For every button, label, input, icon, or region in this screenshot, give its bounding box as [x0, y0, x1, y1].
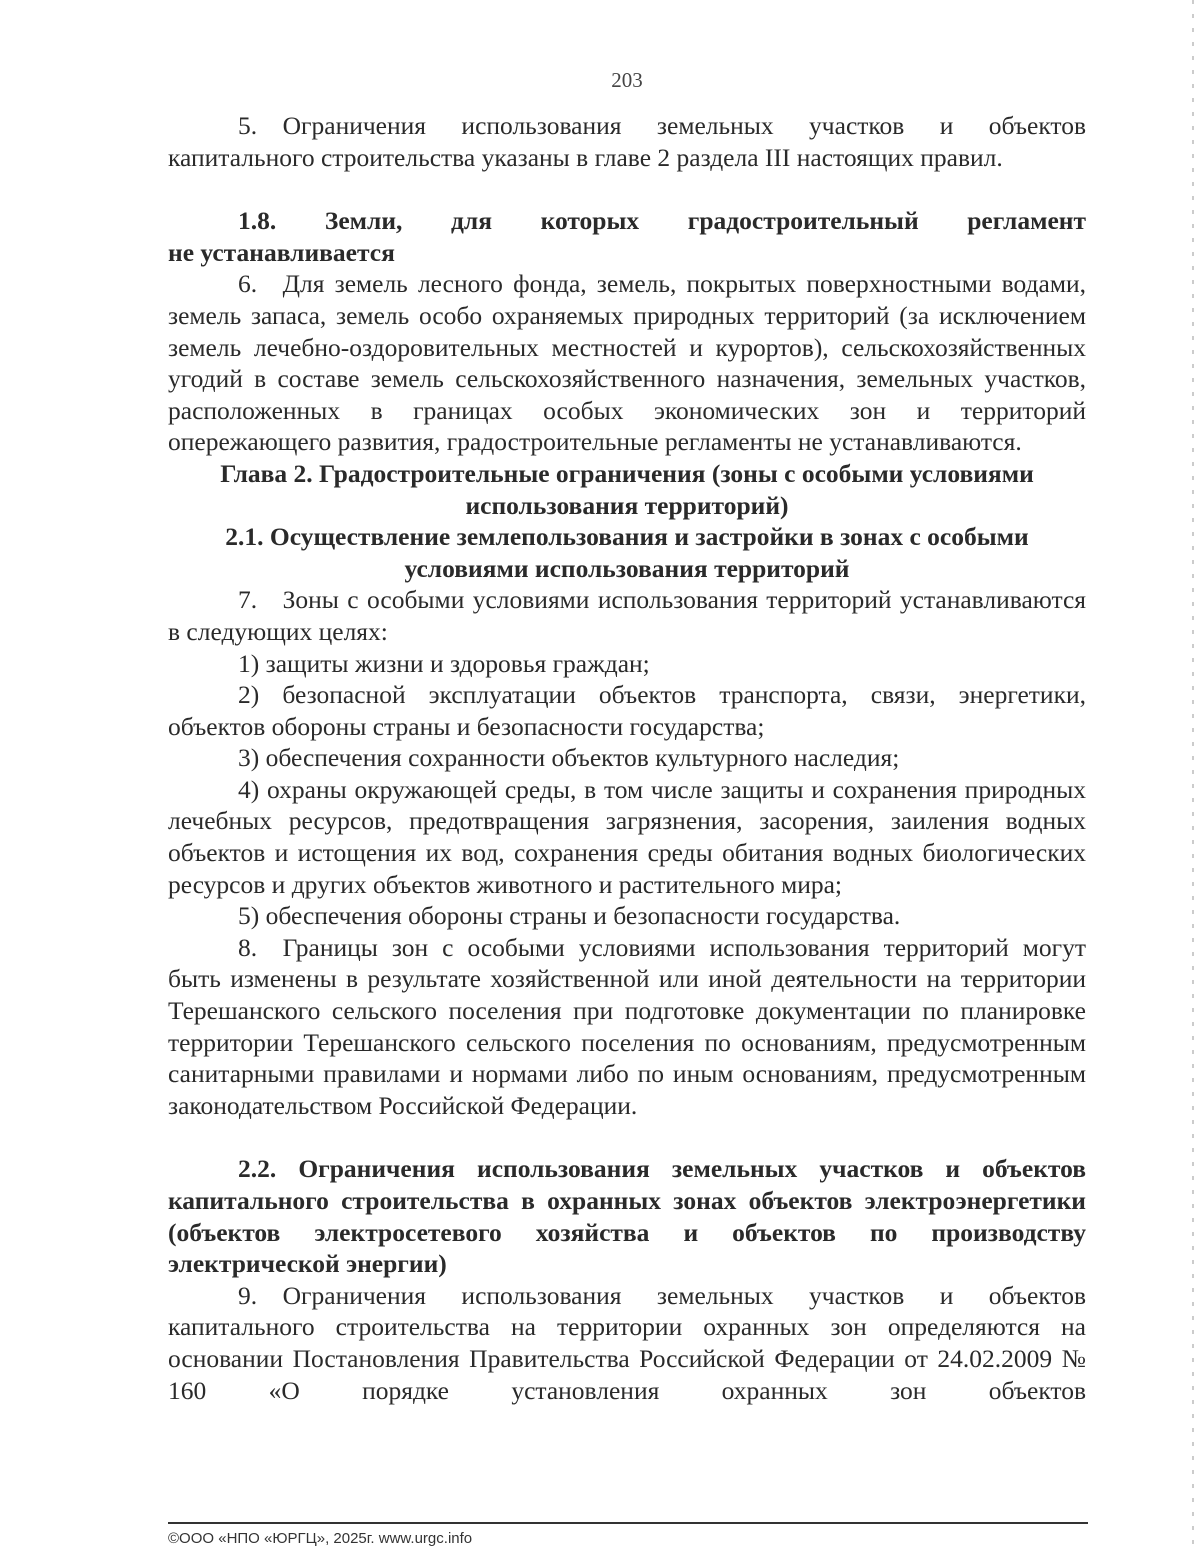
- document-body: [168, 110, 1086, 1406]
- list-item-3: 3) обеспечения сохранности объектов культурного наследия;: [238, 743, 900, 773]
- spacer: [168, 1121, 1086, 1153]
- footer-copyright: ©ООО «НПО «ЮРГЦ», 2025г. www.urgc.info: [168, 1530, 473, 1547]
- paragraph-5: 5. Ограничения использования земельных участков и объектов капитального строительства указаны в главе 2 раздела III настоящих правил.: [168, 111, 1086, 172]
- section-2-1-heading-line-1: 2.1. Осуществление землепользования и застройки в зонах с особыми: [225, 522, 1029, 552]
- chapter-2-heading-line-2: использования территорий): [465, 490, 789, 520]
- section-1-8-heading-line-2: не устанавливается: [168, 237, 395, 267]
- section-2-1-heading-line-2: условиями использования территорий: [404, 553, 850, 583]
- page-number: 203: [611, 68, 643, 92]
- paragraph-9: 9. Ограничения использования земельных участков и объектов капитального строительства на территории охранных зон определяются на основании Постановления Правительства Российской Федерации от 24.02.2009 № 160 «О порядке установления охранных зон объектов: [168, 1280, 1086, 1405]
- list-item-2: 2) безопасной эксплуатации объектов транспорта, связи, энергетики, объектов обороны страны и безопасности государства;: [168, 680, 1086, 741]
- list-item-4: 4) охраны окружающей среды, в том числе защиты и сохранения природных лечебных ресурсов, предотвращения загрязнения, засорения, заиления водных объектов и истощения их вод, сохранения среды обитания водных биологических ресурсов и других объектов животного и растительного мира;: [168, 774, 1086, 899]
- footer-divider: [168, 1522, 1088, 1524]
- section-2-2-heading: 2.2. Ограничения использования земельных участков и объектов капитального строительства в охранных зонах объектов электроэнергетики (объектов электросетевого хозяйства и объектов по производству электрической энергии): [168, 1154, 1086, 1279]
- spacer: [168, 173, 1086, 205]
- scan-edge-artifact: [1192, 0, 1194, 1553]
- chapter-2-heading-line-1: Глава 2. Градостроительные ограничения (зоны с особыми условиями: [220, 458, 1034, 488]
- list-item-1: 1) защиты жизни и здоровья граждан;: [238, 648, 650, 678]
- paragraph-6: 6. Для земель лесного фонда, земель, покрытых поверхностными водами, земель запаса, земель особо охраняемых природных территорий (за исключением земель лечебно-оздоровительных местностей и курортов), сельскохозяйственных угодий в составе земель сельскохозяйственного назначения, земельных участков, расположенных в границах особых экономических зон и территорий опережающего развития, градостроительные регламенты не устанавливаются.: [168, 269, 1086, 457]
- section-1-8-heading-line-1: 1.8. Земли, для которых градостроительный регламент: [238, 206, 1086, 236]
- list-item-5: 5) обеспечения обороны страны и безопасности государства.: [238, 901, 901, 931]
- paragraph-8: 8. Границы зон с особыми условиями использования территорий могут быть изменены в результате хозяйственной или иной деятельности на территории Терешанского сельского поселения при подготовке документации по планировке территории Терешанского сельского поселения по основаниям, предусмотренным санитарными правилами и нормами либо по иным основаниям, предусмотренным законодательством Российской Федерации.: [168, 932, 1086, 1120]
- paragraph-7: 7. Зоны с особыми условиями использования территорий устанавливаются в следующих целях:: [168, 585, 1086, 646]
